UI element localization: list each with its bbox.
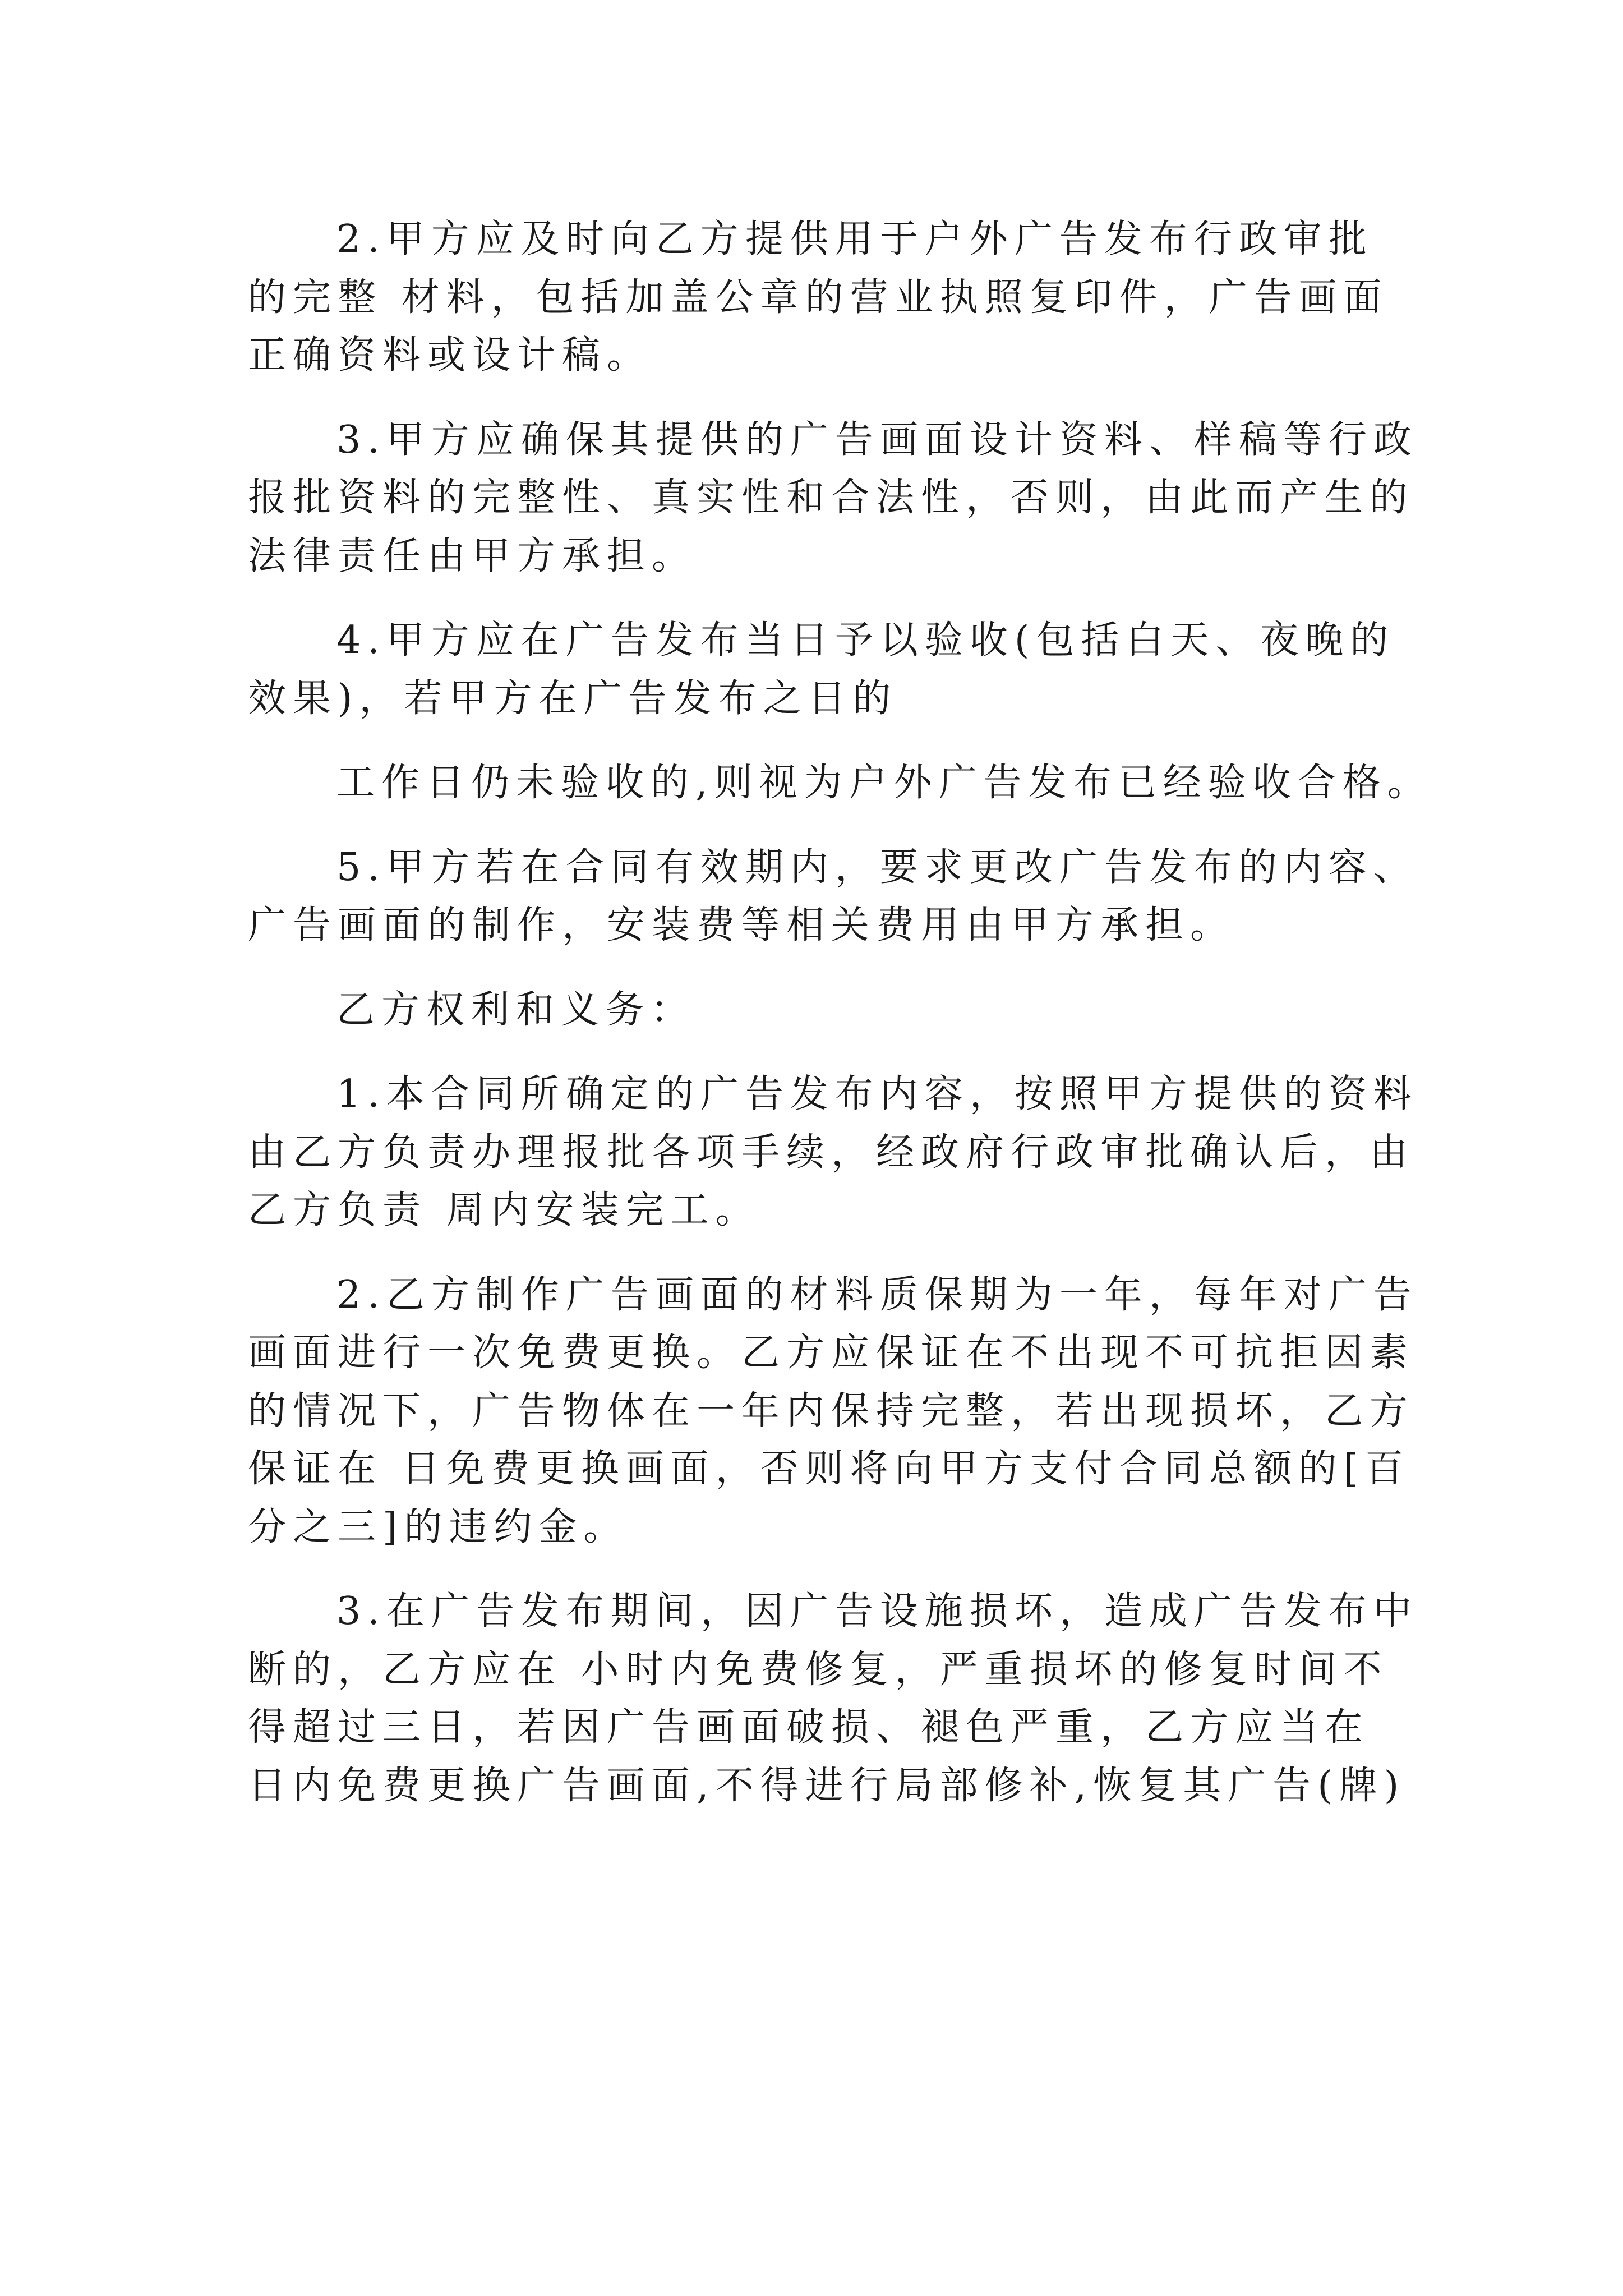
- paragraph: [248, 210, 1387, 385]
- document-body: [248, 210, 1432, 1815]
- text-line: 广告画面的制作，安装费等相关费用由甲方承担。: [248, 903, 1235, 947]
- paragraph: [248, 1582, 1418, 1815]
- text-line: 的完整 材料，包括加盖公章的营业执照复印件，广告画面: [248, 275, 1389, 320]
- text-line: 工作日仍未验收的,则视为户外广告发布已经验收合格。: [336, 761, 1432, 805]
- text-line: 报批资料的完整性、真实性和合法性，否则，由此而产生的: [248, 476, 1415, 520]
- text-line: 由乙方负责办理报批各项手续，经政府行政审批确认后，由: [248, 1130, 1415, 1175]
- text-line: 3.甲方应确保其提供的广告画面设计资料、样稿等行政: [336, 417, 1418, 462]
- text-line: 乙方权利和义务：: [336, 987, 696, 1032]
- text-line: 2.乙方制作广告画面的材料质保期为一年，每年对广告: [336, 1272, 1418, 1317]
- paragraph: [248, 839, 1418, 955]
- text-line: 1.本合同所确定的广告发布内容，按照甲方提供的资料: [336, 1072, 1418, 1116]
- text-line: 日内免费更换广告画面,不得进行局部修补,恢复其广告(牌): [248, 1763, 1406, 1808]
- section-heading: [248, 981, 1387, 1039]
- text-line: 断的，乙方应在 小时内免费修复，严重损坏的修复时间不: [248, 1647, 1389, 1692]
- text-line: 4.甲方应在广告发布当日予以验收(包括白天、夜晚的: [336, 618, 1395, 662]
- paragraph: [248, 611, 1395, 728]
- paragraph: [248, 1065, 1418, 1240]
- paragraph: [248, 411, 1418, 586]
- text-line: 2.甲方应及时向乙方提供用于户外广告发布行政审批: [336, 217, 1373, 261]
- text-line: 正确资料或设计稿。: [248, 333, 652, 378]
- text-line: 分之三]的违约金。: [248, 1504, 629, 1549]
- text-line: 5.甲方若在合同有效期内，要求更改广告发布的内容、: [336, 845, 1418, 890]
- text-line: 3.在广告发布期间，因广告设施损坏，造成广告发布中: [336, 1589, 1418, 1634]
- text-line: 效果)，若甲方在广告发布之日的: [248, 676, 898, 721]
- text-line: 的情况下，广告物体在一年内保持完整，若出现损坏，乙方: [248, 1388, 1415, 1433]
- text-line: 乙方负责 周内安装完工。: [248, 1188, 760, 1232]
- text-line: 保证在 日免费更换画面，否则将向甲方支付合同总额的[百: [248, 1447, 1410, 1491]
- text-line: 画面进行一次免费更换。乙方应保证在不出现不可抗拒因素: [248, 1331, 1415, 1375]
- text-line: 法律责任由甲方承担。: [248, 533, 697, 578]
- text-line: 得超过三日，若因广告画面破损、褪色严重，乙方应当在: [248, 1705, 1370, 1750]
- paragraph: [248, 1266, 1418, 1557]
- paragraph: [248, 754, 1432, 812]
